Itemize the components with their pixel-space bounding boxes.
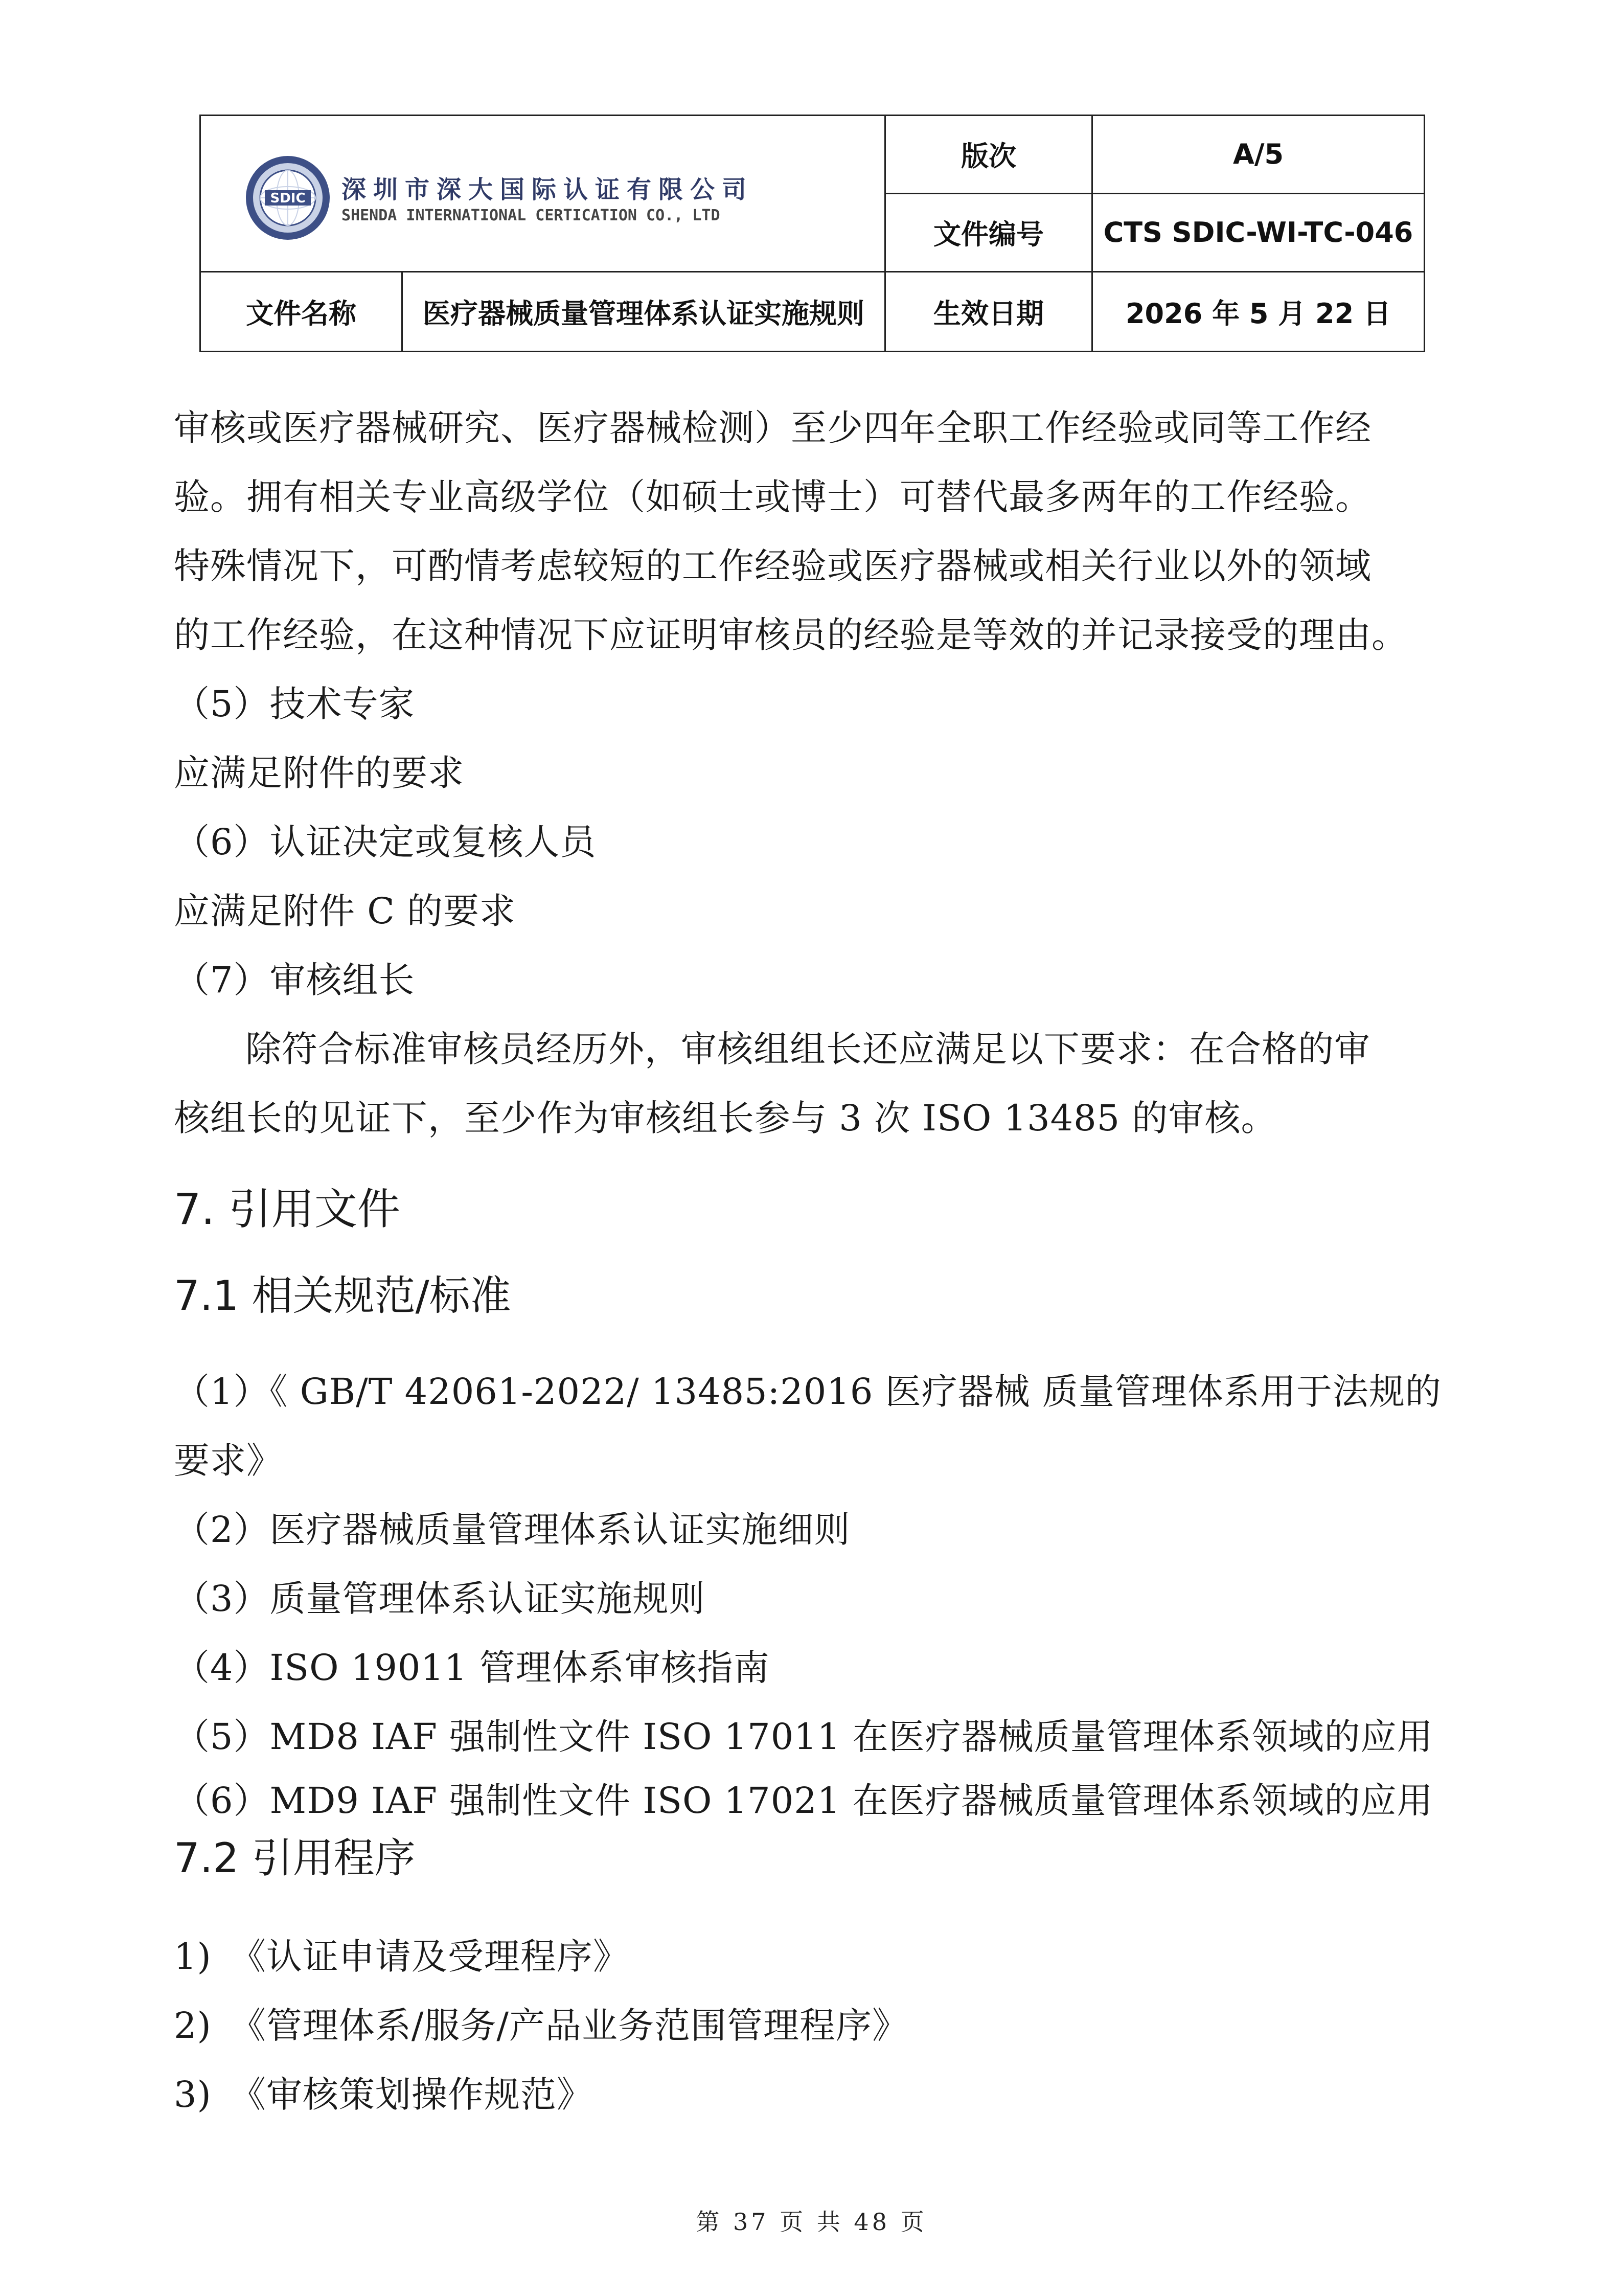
procedure-item: 1) 《认证申请及受理程序》: [174, 1936, 629, 1977]
section-heading-7-2: 7.2 引用程序: [174, 1834, 416, 1882]
paragraph-line: 特殊情况下，可酌情考虑较短的工作经验或医疗器械或相关行业以外的领域: [174, 545, 1371, 587]
list-item-text: 除符合标准审核员经历外，审核组组长还应满足以下要求：在合格的审: [245, 1028, 1370, 1070]
paragraph-line: 的工作经验，在这种情况下应证明审核员的经验是等效的并记录接受的理由。: [174, 614, 1408, 656]
section-heading-7: 7. 引用文件: [174, 1184, 400, 1234]
company-logo: [244, 154, 858, 241]
document-body: [174, 394, 1452, 2129]
doc-number-label: 文件编号: [885, 193, 1092, 271]
doc-name-value: 医疗器械质量管理体系认证实施规则: [402, 271, 885, 351]
paragraph-line: 验。拥有相关专业高级学位（如硕士或博士）可替代最多两年的工作经验。: [174, 476, 1371, 518]
section-heading-7-1: 7.1 相关规范/标准: [174, 1272, 511, 1320]
list-item-heading: （5）技术专家: [174, 683, 415, 725]
paragraph-line: 审核或医疗器械研究、医疗器械检测）至少四年全职工作经验或同等工作经: [174, 407, 1371, 449]
doc-name-label: 文件名称: [200, 271, 402, 351]
effective-date-label: 生效日期: [885, 271, 1092, 351]
document-header-table: [199, 115, 1425, 352]
company-name-en: SHENDA INTERNATIONAL CERTICATION CO., LTD: [341, 207, 720, 224]
svg-text:SDIC: SDIC: [270, 191, 306, 206]
reference-item: （4）ISO 19011 管理体系审核指南: [174, 1647, 770, 1689]
procedure-item: 2) 《管理体系/服务/产品业务范围管理程序》: [174, 2005, 909, 2047]
version-value: A/5: [1092, 116, 1425, 194]
company-name-cn: 深圳市深大国际认证有限公司: [341, 175, 754, 204]
list-item-text: 应满足附件 C 的要求: [174, 890, 516, 932]
company-seal-icon: [244, 154, 331, 241]
reference-item: （5）MD8 IAF 强制性文件 ISO 17011 在医疗器械质量管理体系领域的应用: [174, 1716, 1433, 1758]
doc-number-value: CTS SDIC-WI-TC-046: [1092, 193, 1425, 271]
reference-item: （2）医疗器械质量管理体系认证实施细则: [174, 1509, 851, 1551]
list-item-heading: （7）审核组长: [174, 959, 415, 1001]
reference-item: （6）MD9 IAF 强制性文件 ISO 17021 在医疗器械质量管理体系领域的应用: [174, 1780, 1433, 1822]
reference-item: （1）《 GB/T 42061-2022/ 13485:2016 医疗器械 质量管理体系用于法规的: [174, 1371, 1442, 1413]
page-number: 第 37 页 共 48 页: [696, 2208, 927, 2236]
company-logo-cell: [200, 116, 885, 272]
reference-item: （3）质量管理体系认证实施规则: [174, 1578, 705, 1620]
list-item-text: 核组长的见证下，至少作为审核组长参与 3 次 ISO 13485 的审核。: [174, 1097, 1277, 1139]
list-item-heading: （6）认证决定或复核人员: [174, 821, 597, 863]
procedure-item: 3) 《审核策划操作规范》: [174, 2074, 593, 2116]
list-item-text: 应满足附件的要求: [174, 752, 464, 794]
reference-item: 要求》: [174, 1440, 283, 1482]
version-label: 版次: [885, 116, 1092, 194]
effective-date-value: 2026 年 5 月 22 日: [1092, 271, 1425, 351]
